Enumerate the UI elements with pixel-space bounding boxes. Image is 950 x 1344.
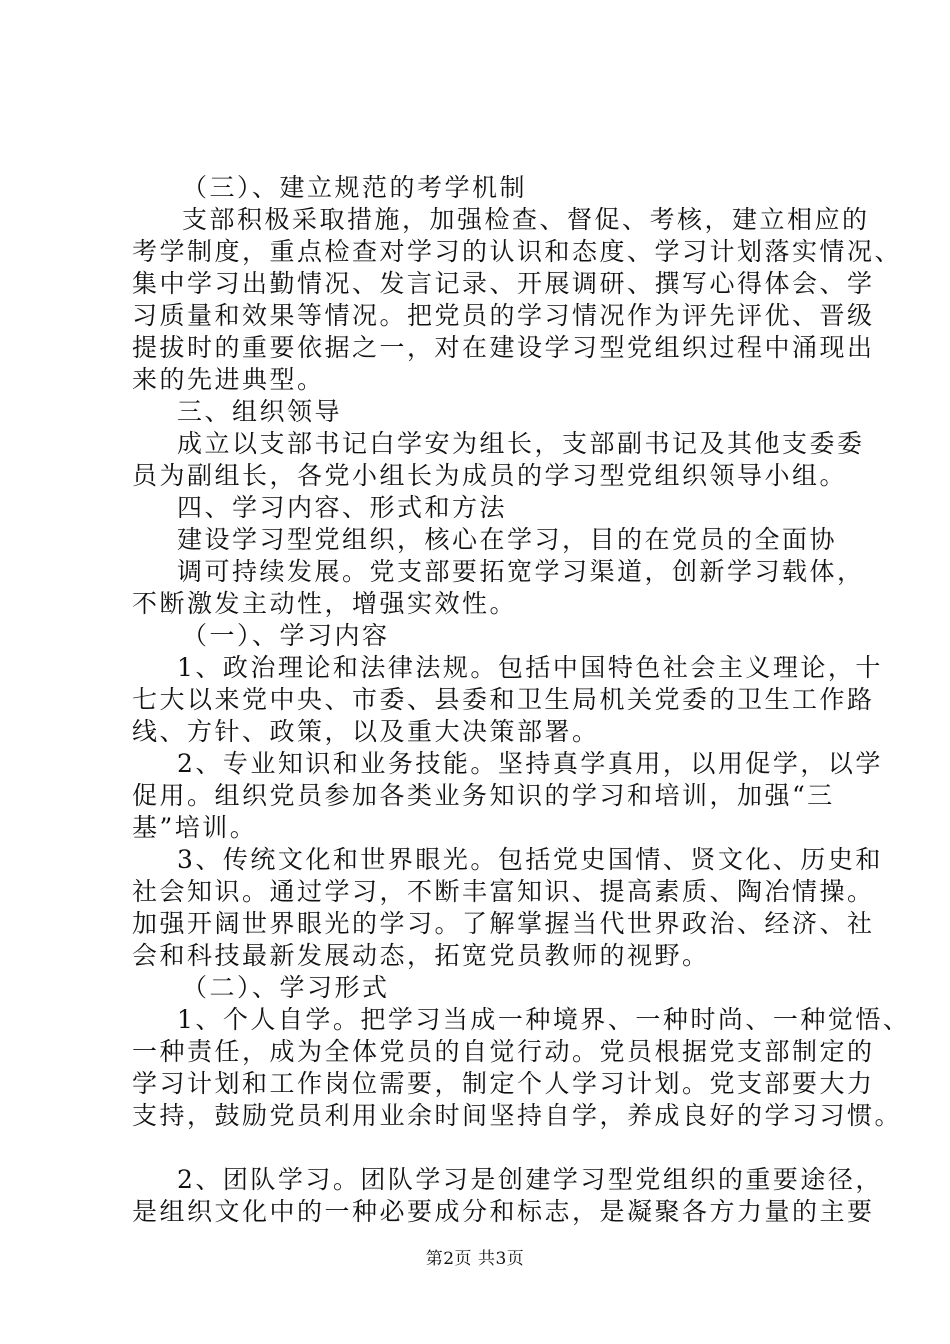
paragraph-line: 考学制度，重点检查对学习的认识和态度、学习计划落实情况、	[132, 237, 903, 266]
section-heading-1: （一）、学习内容	[182, 621, 390, 650]
paragraph-line: 2、专业知识和业务技能。坚持真学真用，以用促学，以学	[177, 749, 883, 778]
section-heading-content: 四、学习内容、形式和方法	[177, 493, 508, 522]
paragraph-line: 成立以支部书记白学安为组长，支部副书记及其他支委委	[177, 429, 865, 458]
section-heading-3: （三）、建立规范的考学机制	[182, 173, 528, 202]
paragraph-line: 基”培训。	[132, 813, 258, 842]
page-footer-number: 第2页 共3页	[425, 1249, 525, 1269]
paragraph-line: 员为副组长，各党小组长为成员的学习型党组织领导小组。	[132, 461, 848, 490]
paragraph-line: 2、团队学习。团队学习是创建学习型党组织的重要途径，	[177, 1165, 883, 1194]
paragraph-line: 3、传统文化和世界眼光。包括党史国情、贤文化、历史和	[177, 845, 883, 874]
paragraph-spacer	[132, 1132, 832, 1164]
paragraph-line: 加强开阔世界眼光的学习。了解掌握当代世界政治、经济、社	[132, 909, 875, 938]
paragraph-line: 提拔时的重要依据之一，对在建设学习型党组织过程中涌现出	[132, 333, 875, 362]
paragraph-line: 习质量和效果等情况。把党员的学习情况作为评先评优、晋级	[132, 301, 875, 330]
paragraph-line: 来的先进典型。	[132, 365, 325, 394]
paragraph-line: 会和科技最新发展动态，拓宽党员教师的视野。	[132, 941, 710, 970]
paragraph-line: 支部积极采取措施，加强检查、督促、考核，建立相应的	[182, 205, 870, 234]
paragraph-line: 1、个人自学。把学习当成一种境界、一种时尚、一种觉悟、	[177, 1005, 911, 1034]
paragraph-line: 学习计划和工作岗位需要，制定个人学习计划。党支部要大力	[132, 1069, 875, 1098]
paragraph-line: 线、方针、政策，以及重大决策部署。	[132, 717, 600, 746]
section-heading-organization: 三、组织领导	[177, 397, 343, 426]
paragraph-line: 支持，鼓励党员利用业余时间坚持自学，养成良好的学习习惯。	[132, 1101, 903, 1130]
paragraph-line: 调可持续发展。党支部要拓宽学习渠道，创新学习载体，	[177, 557, 865, 586]
paragraph-line: 建设学习型党组织，核心在学习，目的在党员的全面协	[177, 525, 838, 554]
paragraph-line: 1、政治理论和法律法规。包括中国特色社会主义理论，十	[177, 653, 883, 682]
document-body	[132, 172, 911, 1228]
paragraph-line: 不断激发主动性，增强实效性。	[132, 589, 518, 618]
section-heading-2: （二）、学习形式	[182, 973, 390, 1002]
paragraph-line: 集中学习出勤情况、发言记录、开展调研、撰写心得体会、学	[132, 269, 875, 298]
paragraph-line: 社会知识。通过学习，不断丰富知识、提高素质、陶冶情操。	[132, 877, 875, 906]
paragraph-line: 一种责任，成为全体党员的自觉行动。党员根据党支部制定的	[132, 1037, 875, 1066]
paragraph-line: 七大以来党中央、市委、县委和卫生局机关党委的卫生工作路	[132, 685, 875, 714]
paragraph-line: 是组织文化中的一种必要成分和标志，是凝聚各方力量的主要	[132, 1197, 875, 1226]
paragraph-line: 促用。组织党员参加各类业务知识的学习和培训，加强“三	[132, 781, 835, 810]
